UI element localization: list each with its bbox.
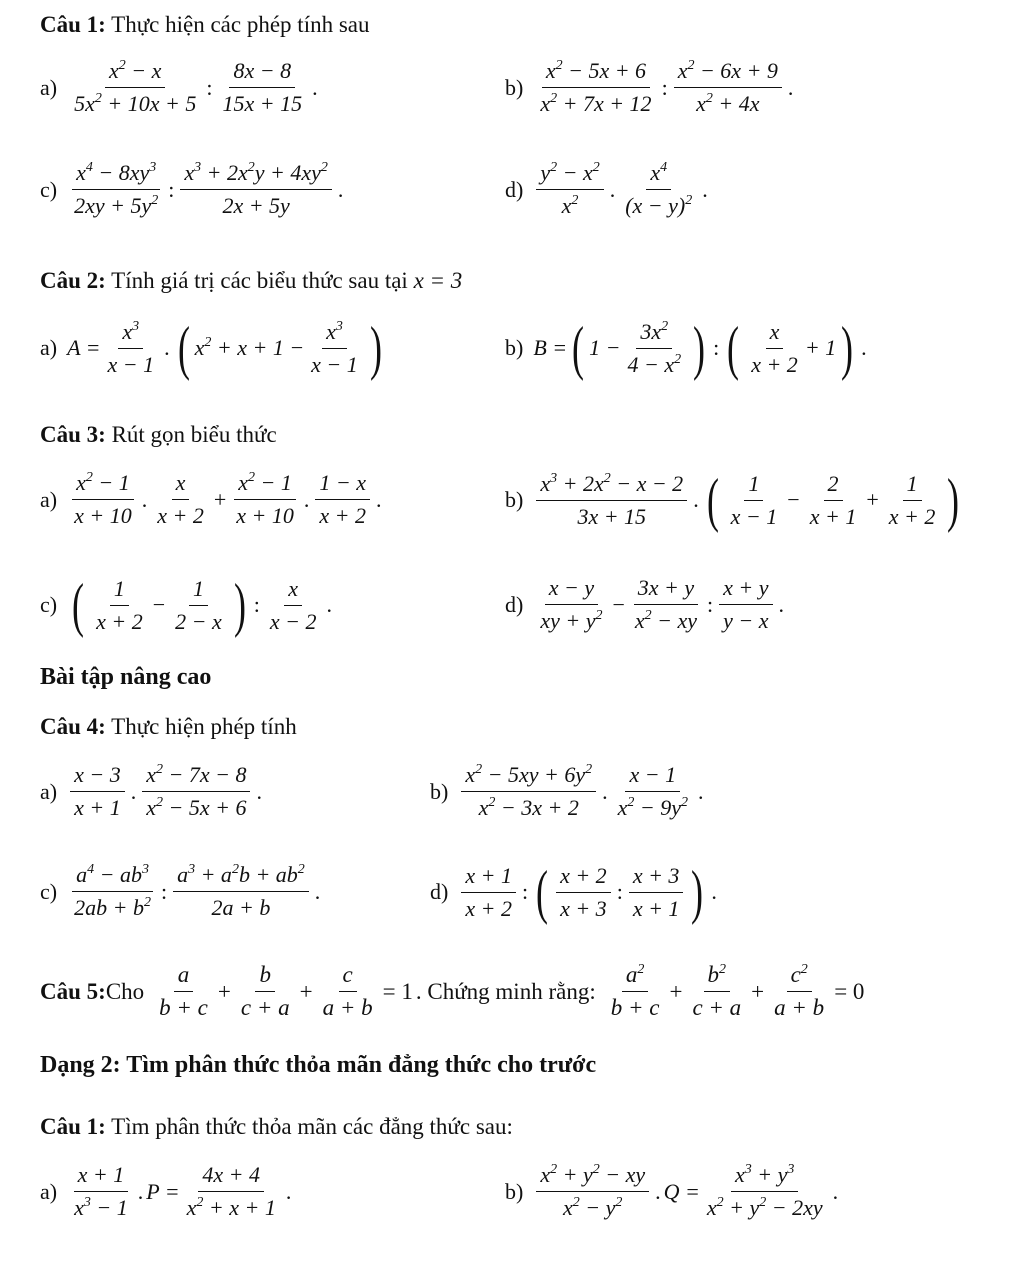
q1-a: a) $\frac{x^2 - x}{5x^2 + 10x + 5}$ : $\frac{8x - 8}{15x + 15}$ . — [40, 58, 318, 116]
form-2-heading: Dạng 2: Tìm phân thức thỏa mãn đẳng thức cho trước — [40, 1052, 597, 1078]
q6-a: a) $\frac{x + 1}{x^3 - 1}$ . P = $\frac{4x + 4}{x^2 + x + 1}$ . — [40, 1162, 292, 1220]
q3-a: a) $\frac{x^2 - 1}{x + 10}$ . $\frac{x}{x + 2}$ + $\frac{x^2 - 1}{x + 10}$ . $\frac{1 - x}{x + 2}$ . — [40, 470, 382, 528]
q3-c: c) ( $\frac{1}{x + 2}$ − $\frac{1}{2 - x}$ ) : $\frac{x}{x - 2}$ . — [40, 572, 332, 638]
q1-c: c) $\frac{x^4 - 8xy^3}{2xy + 5y^2}$ : $\frac{x^3 + 2x^2y + 4xy^2}{2x + 5y}$ . — [40, 160, 344, 218]
q3-b: b) $\frac{x^3 + 2x^2 - x - 2}{3x + 15}$ . ( $\frac{1}{x - 1}$ − $\frac{2}{x + 1}$ + $\frac{1}{x + 2}$ ) — [505, 467, 960, 533]
q4-b: b) $\frac{x^2 - 5xy + 6y^2}{x^2 - 3x + 2}$ . $\frac{x - 1}{x^2 - 9y^2}$ . — [430, 762, 704, 820]
question-5: Câu 5: Cho $\frac{a}{b + c}$ + $\frac{b}{c + a}$ + $\frac{c}{a + b}$ = 1 . Chứng minh rằng: $\frac{a^2}{b + c}$ + $\frac{b^2}{c + a}$ + $\frac{c^2}{a + b}$ = 0 — [40, 962, 865, 1020]
question-3-heading: Câu 3: Rút gọn biểu thức — [40, 422, 277, 447]
q2-a: a) A = $\frac{x^3}{x - 1}$ . ( $x^2 + x + 1$ − $\frac{x^3}{x - 1}$ ) — [40, 315, 382, 381]
question-2-heading: Câu 2: Tính giá trị các biểu thức sau tại x = 3 — [40, 268, 463, 293]
question-4-heading: Câu 4: Thực hiện phép tính — [40, 714, 297, 739]
q4-c: c) $\frac{a^4 - ab^3}{2ab + b^2}$ : $\frac{a^3 + a^2b + ab^2}{2a + b}$ . — [40, 862, 321, 920]
q1-b: b) $\frac{x^2 - 5x + 6}{x^2 + 7x + 12}$ : $\frac{x^2 - 6x + 9}{x^2 + 4x}$ . — [505, 58, 794, 116]
question-1-form2-heading: Câu 1: Tìm phân thức thỏa mãn các đẳng thức sau: — [40, 1114, 513, 1139]
q4-a: a) $\frac{x - 3}{x + 1}$ . $\frac{x^2 - 7x - 8}{x^2 - 5x + 6}$ . — [40, 762, 262, 820]
q6-b: b) $\frac{x^2 + y^2 - xy}{x^2 - y^2}$ . Q = $\frac{x^3 + y^3}{x^2 + y^2 - 2xy}$ . — [505, 1162, 839, 1220]
question-1-heading: Câu 1: Thực hiện các phép tính sau — [40, 12, 370, 37]
q2-b: b) B = ( 1 − $\frac{3x^2}{4 - x^2}$ ) : ( $\frac{x}{x + 2}$ + 1 ) . — [505, 315, 867, 381]
advanced-heading: Bài tập nâng cao — [40, 664, 212, 690]
q1-d: d) $\frac{y^2 - x^2}{x^2}$ . $\frac{x^4}{(x - y)^2}$ . — [505, 160, 708, 218]
q4-d: d) $\frac{x + 1}{x + 2}$ : ( $\frac{x + 2}{x + 3}$ : $\frac{x + 3}{x + 1}$ ) . — [430, 859, 717, 925]
q3-d: d) $\frac{x - y}{xy + y^2}$ − $\frac{3x + y}{x^2 - xy}$ : $\frac{x + y}{y - x}$ . — [505, 575, 785, 633]
